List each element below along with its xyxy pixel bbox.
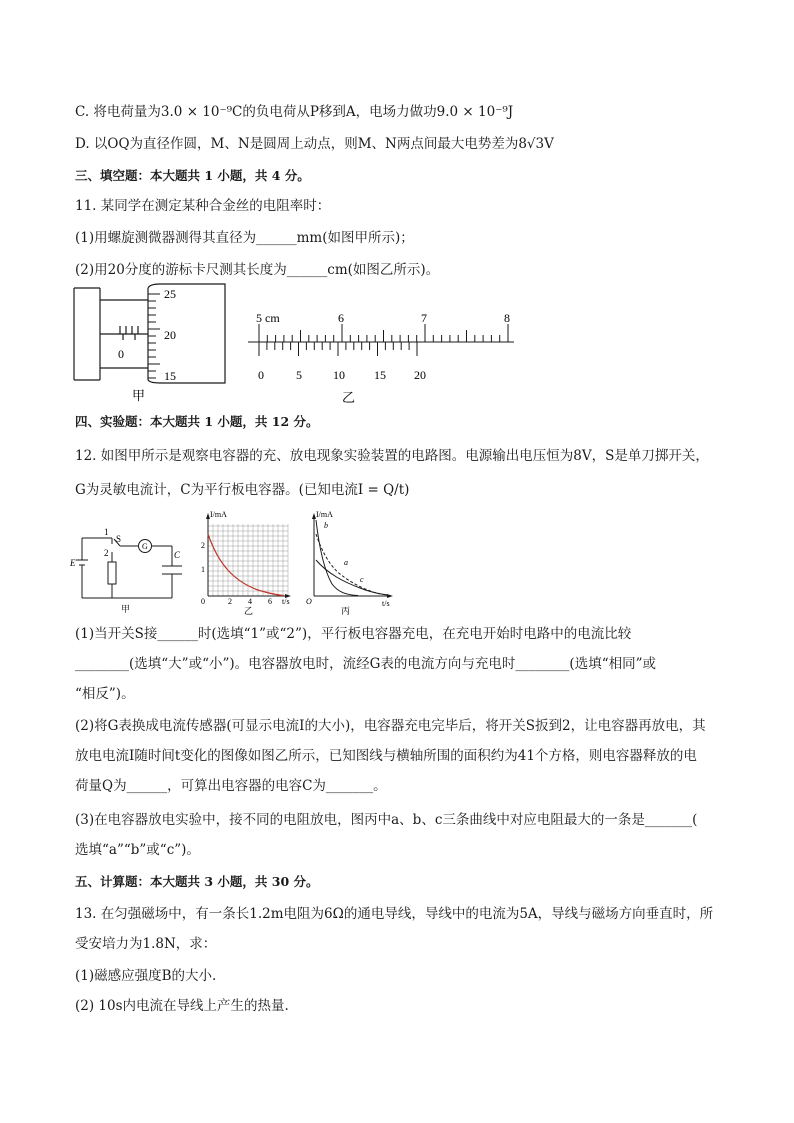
question-12-part-3b: 选填“a”“b”或“c”)。 [75, 842, 200, 858]
question-13-stem-1: 13. 在匀强磁场中，有一条长1.2m电阻为6Ω的通电导线，导线中的电流为5A，导线与磁场方向垂直时，所 [75, 906, 714, 922]
caliper-vernier-5: 5 [296, 368, 302, 382]
section-fill-in-heading: 三、填空题：本大题共 1 小题，共 4 分。 [75, 168, 310, 183]
caliper-main-6: 6 [338, 311, 344, 325]
graph-b-xtick-2: 2 [228, 597, 232, 606]
question-11-stem: 11. 某同学在测定某种合金丝的电阻率时： [75, 198, 331, 214]
caliper-diagram [248, 324, 514, 356]
circuit-switch-label: S [116, 534, 122, 544]
graph-c-ylabel: I/mA [316, 510, 333, 519]
question-11-part-1: (1)用螺旋测微器测得其直径为______mm(如图甲所示)； [75, 230, 414, 246]
graph-discharge [206, 513, 291, 598]
micrometer-label-15: 15 [164, 369, 176, 383]
option-d: D. 以OQ为直径作圆，M、N是圆周上动点，则M、N两点间最大电势差为8√3V [75, 136, 554, 152]
question-13-part-1: (1)磁感应强度B的大小. [75, 968, 217, 984]
graph-b-xtick-6: 6 [268, 597, 272, 606]
question-12-part-1a: (1)当开关S接______时(选填“1”或“2”)，平行板电容器充电，在充电开始时电路中的电流比较 [75, 626, 632, 642]
caliper-vernier-15: 15 [374, 368, 386, 382]
graph-b-xlabel: t/s [282, 597, 290, 606]
question-12-part-3a: (3)在电容器放电实验中，接不同的电阻放电，图丙中a、b、c三条曲线中对应电阻最大的一条是_______( [75, 812, 698, 828]
question-12-part-2c: 荷量Q为______，可算出电容器的电容C为_______。 [75, 778, 387, 794]
graph-c-xlabel: t/s [382, 599, 390, 608]
circuit-source-label: E [70, 558, 76, 568]
curve-a [316, 534, 380, 594]
micrometer-label-0: 0 [118, 347, 124, 361]
caliper-unit-label: 5 cm [256, 311, 280, 325]
graph-b-ytick-2: 2 [201, 541, 205, 550]
graph-b-ylabel: I/mA [210, 510, 227, 519]
question-12-part-2b: 放电电流I随时间t变化的图像如图乙所示，已知图线与横轴所围的面积约为41个方格，则电容器释放的电 [75, 748, 697, 764]
figure-q12 [68, 508, 398, 618]
question-13-stem-2: 受安培力为1.8N，求： [75, 936, 217, 952]
graph-b-xtick-4: 4 [248, 597, 252, 606]
section-calc-heading: 五、计算题：本大题共 3 小题，共 30 分。 [75, 874, 319, 889]
question-13-part-2: (2) 10s内电流在导线上产生的热量. [75, 998, 289, 1014]
question-12-part-1b: ________(选填“大”或“小”)。电容器放电时，流经G表的电流方向与充电时________(选填“相同”或 [75, 656, 656, 672]
option-c: C. 将电荷量为3.0 × 10⁻⁹C的负电荷从P移到A，电场力做功9.0 × 10⁻⁹J [75, 104, 514, 120]
circuit-node-2: 2 [104, 548, 109, 558]
caliper-vernier-10: 10 [333, 368, 345, 382]
micrometer-label-20: 20 [164, 328, 176, 342]
circuit-galvanometer-label: G [142, 542, 148, 551]
graph-b-ytick-1: 1 [201, 565, 205, 574]
question-12-stem-2: G为灵敏电流计，C为平行板电容器。(已知电流I = Q/t) [75, 482, 410, 498]
circuit-node-1: 1 [104, 527, 109, 537]
graph-b-origin: 0 [201, 597, 205, 606]
graph-c-caption: 丙 [341, 606, 351, 616]
section-experiment-heading: 四、实验题：本大题共 1 小题，共 12 分。 [75, 414, 319, 429]
graph-c-curve-c-label: c [360, 575, 364, 584]
caliper-main-8: 8 [504, 311, 510, 325]
micrometer-label-25: 25 [164, 287, 176, 301]
question-11-part-2: (2)用20分度的游标卡尺测其长度为______cm(如图乙所示)。 [75, 262, 440, 278]
graph-c-origin: O [306, 597, 312, 606]
discharge-curve [208, 534, 284, 596]
graph-b-caption: 乙 [244, 606, 254, 616]
micrometer-caption: 甲 [132, 388, 146, 403]
graph-c-curve-a-label: a [344, 558, 348, 567]
caliper-main-7: 7 [421, 311, 427, 325]
question-12-stem-1: 12. 如图甲所示是观察电容器的充、放电现象实验装置的电路图。电源输出电压恒为8V，S是单刀掷开关， [75, 448, 709, 464]
circuit-caption: 甲 [121, 604, 131, 614]
caliper-caption: 乙 [342, 390, 356, 404]
graph-c-curve-b-label: b [324, 521, 328, 530]
micrometer-diagram [74, 284, 225, 383]
circuit-capacitor-label: C [174, 550, 181, 560]
curve-c [316, 560, 388, 595]
caliper-vernier-20: 20 [414, 368, 426, 382]
circuit-diagram [76, 538, 182, 598]
question-12-part-2a: (2)将G表换成电流传感器(可显示电流I的大小)，电容器充电完毕后，将开关S扳到2，让电容器再放电，其 [75, 718, 706, 734]
caliper-vernier-0: 0 [258, 368, 264, 382]
figure-q11 [60, 282, 530, 404]
question-12-part-1c: “相反”)。 [75, 686, 135, 702]
